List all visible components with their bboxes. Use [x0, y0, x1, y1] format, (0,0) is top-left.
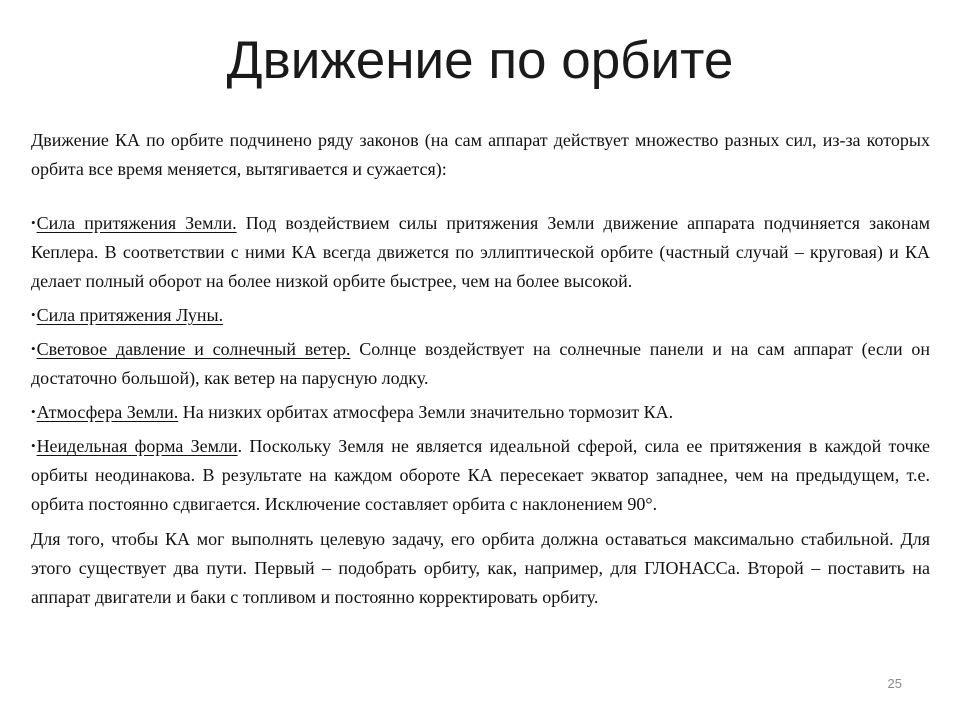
slide-body [31, 126, 930, 612]
page-number: 25 [887, 676, 902, 691]
bullet-icon: • [31, 307, 36, 322]
slide-title: Движение по орбите [226, 31, 734, 90]
bullet-text: Под воздействием силы притяжения Земли движение аппарата подчиняется законам Кеплера. В соответствии с ними КА всегда движется по эллиптической орбите (частный случай – круговая) и КА делает полный оборот на более низкой орбите быстрее, чем на более высокой. [31, 213, 930, 291]
bullet-text: Солнце воздействует на солнечные панели и на сам аппарат (если он достаточно большой), как ветер на парусную лодку. [31, 339, 930, 388]
intro-paragraph: Движение КА по орбите подчинено ряду законов (на сам аппарат действует множество разных сил, из-за которых орбита все время меняется, вытягивается и сужается): [31, 130, 930, 179]
bullet-heading: Сила притяжения Земли. [36, 213, 237, 233]
bullet-icon: • [31, 404, 36, 419]
bullet-icon: • [31, 215, 36, 230]
bullet-heading: Атмосфера Земли. [36, 402, 179, 422]
bullet-icon: • [31, 438, 36, 453]
bullet-earth-shape [31, 431, 930, 519]
bullet-text: . Поскольку Земля не является идеальной сферой, сила ее притяжения в каждой точке орбиты неодинакова. В результате на каждом обороте КА пересекает экватор западнее, чем на предыдущем, т.е. орбита постоянно сдвигается. Исключение составляет орбита с наклонением 90°. [31, 436, 930, 514]
bullet-icon: • [31, 341, 36, 356]
closing-paragraph: Для того, чтобы КА мог выполнять целевую задачу, его орбита должна оставаться максимально стабильной. Для этого существует два пути. Первый – подобрать орбиту, как, например, для ГЛОНАССа. Второй – поставить на аппарат двигатели и баки с топливом и постоянно корректировать орбиту. [31, 529, 930, 607]
bullet-solar-pressure [31, 334, 930, 393]
bullet-heading: Световое давление и солнечный ветер. [36, 339, 351, 359]
bullet-text: На низких орбитах атмосфера Земли значительно тормозит КА. [178, 402, 674, 422]
bullet-heading: Сила притяжения Луны. [36, 305, 224, 325]
bullet-earth-gravity [31, 208, 930, 296]
bullet-heading: Неидельная форма Земли [36, 436, 238, 456]
bullet-moon-gravity [31, 300, 930, 330]
bullet-atmosphere [31, 397, 930, 427]
